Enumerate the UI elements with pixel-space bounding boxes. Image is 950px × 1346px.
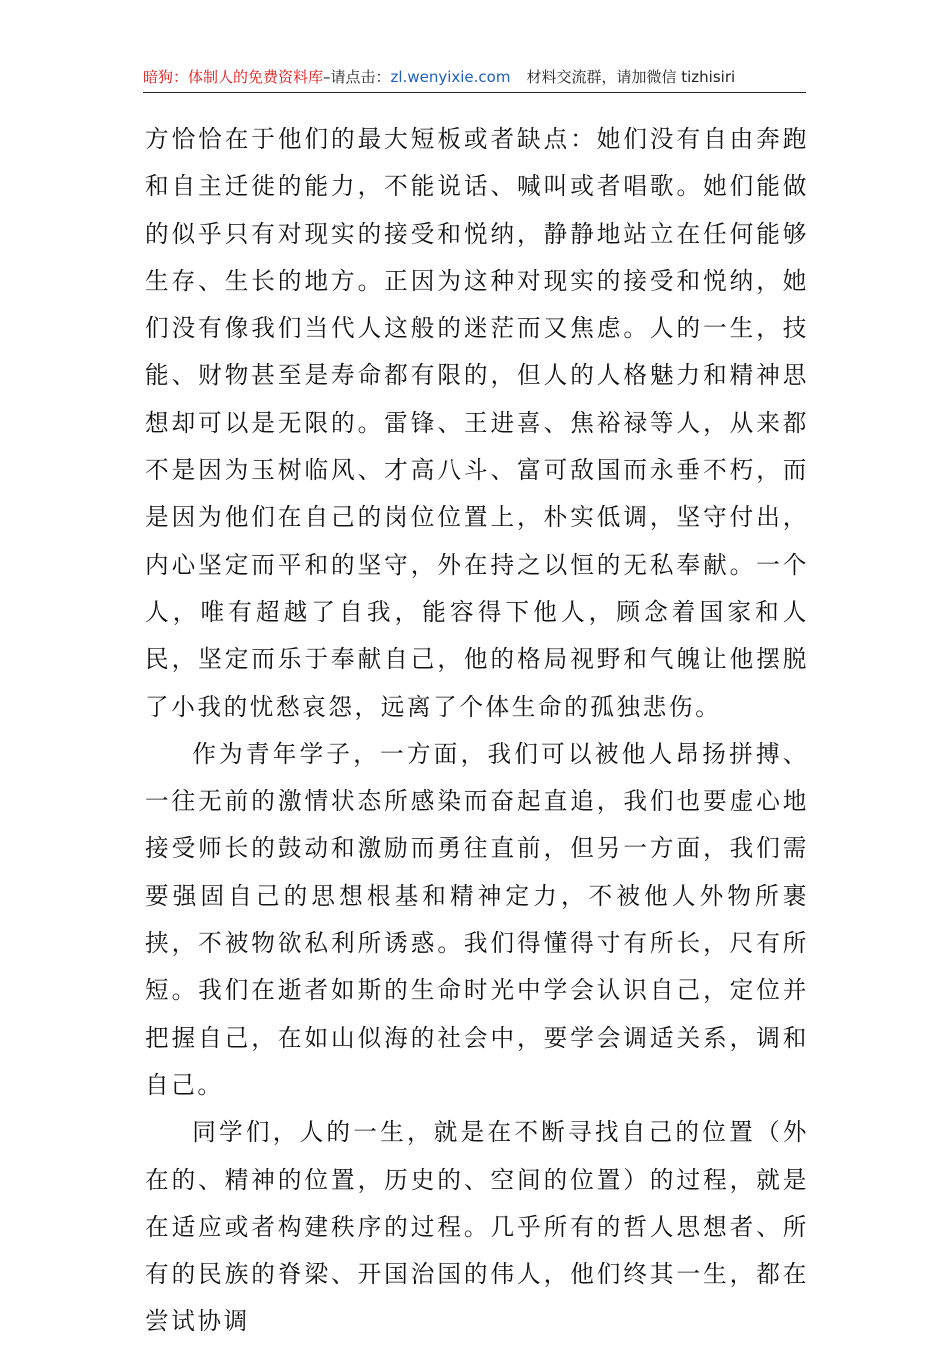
header-group-note: 材料交流群，请加微信 tizhisiri xyxy=(526,68,736,86)
paragraph-2: 作为青年学子，一方面，我们可以被他人昂扬拼搏、一往无前的激情状态所感染而奋起直追，我们也要虚心地接受师长的鼓动和激励而勇往直前，但另一方面，我们需要强固自己的思想根基和精神定力，不被他人外物所裹挟，不被物欲私利所诱惑。我们得懂得寸有所长，尺有所短。我们在逝者如斯的生命时光中学会认识自己，定位并把握自己，在如山似海的社会中，要学会调适关系，调和自己。 xyxy=(145,739,809,1099)
paragraph-3: 同学们，人的一生，就是在不断寻找自己的位置（外在的、精神的位置，历史的、空间的位置）的过程，就是在适应或者构建秩序的过程。几乎所有的哲人思想者、所有的民族的脊梁、开国治国的伟人，他们终其一生，都在尝试协调 xyxy=(145,1118,809,1336)
header-click-prompt: –请点击： xyxy=(323,68,391,86)
page-header xyxy=(143,62,806,93)
header-url-link[interactable]: zl.wenyixie.com xyxy=(390,68,511,86)
paragraph-1: 方恰恰在于他们的最大短板或者缺点：她们没有自由奔跑和自主迁徙的能力，不能说话、喊叫或者唱歌。她们能做的似乎只有对现实的接受和悦纳，静静地站立在任何能够生存、生长的地方。正因为这种对现实的接受和悦纳，她们没有像我们当代人这般的迷茫而又焦虑。人的一生，技能、财物甚至是寿命都有限的，但人的人格魅力和精神思想却可以是无限的。雷锋、王进喜、焦裕禄等人，从来都不是因为玉树临风、才高八斗、富可敌国而永垂不朽，而是因为他们在自己的岗位位置上，朴实低调，坚守付出，内心坚定而平和的坚守，外在持之以恒的无私奉献。一个人，唯有超越了自我，能容得下他人，顾念着国家和人民，坚定而乐于奉献自己，他的格局视野和气魄让他摆脱了小我的忧愁哀怨，远离了个体生命的孤独悲伤。 xyxy=(145,125,809,721)
header-brand: 暗狗：体制人的免费资料库 xyxy=(143,68,324,86)
document-body xyxy=(145,116,809,1346)
